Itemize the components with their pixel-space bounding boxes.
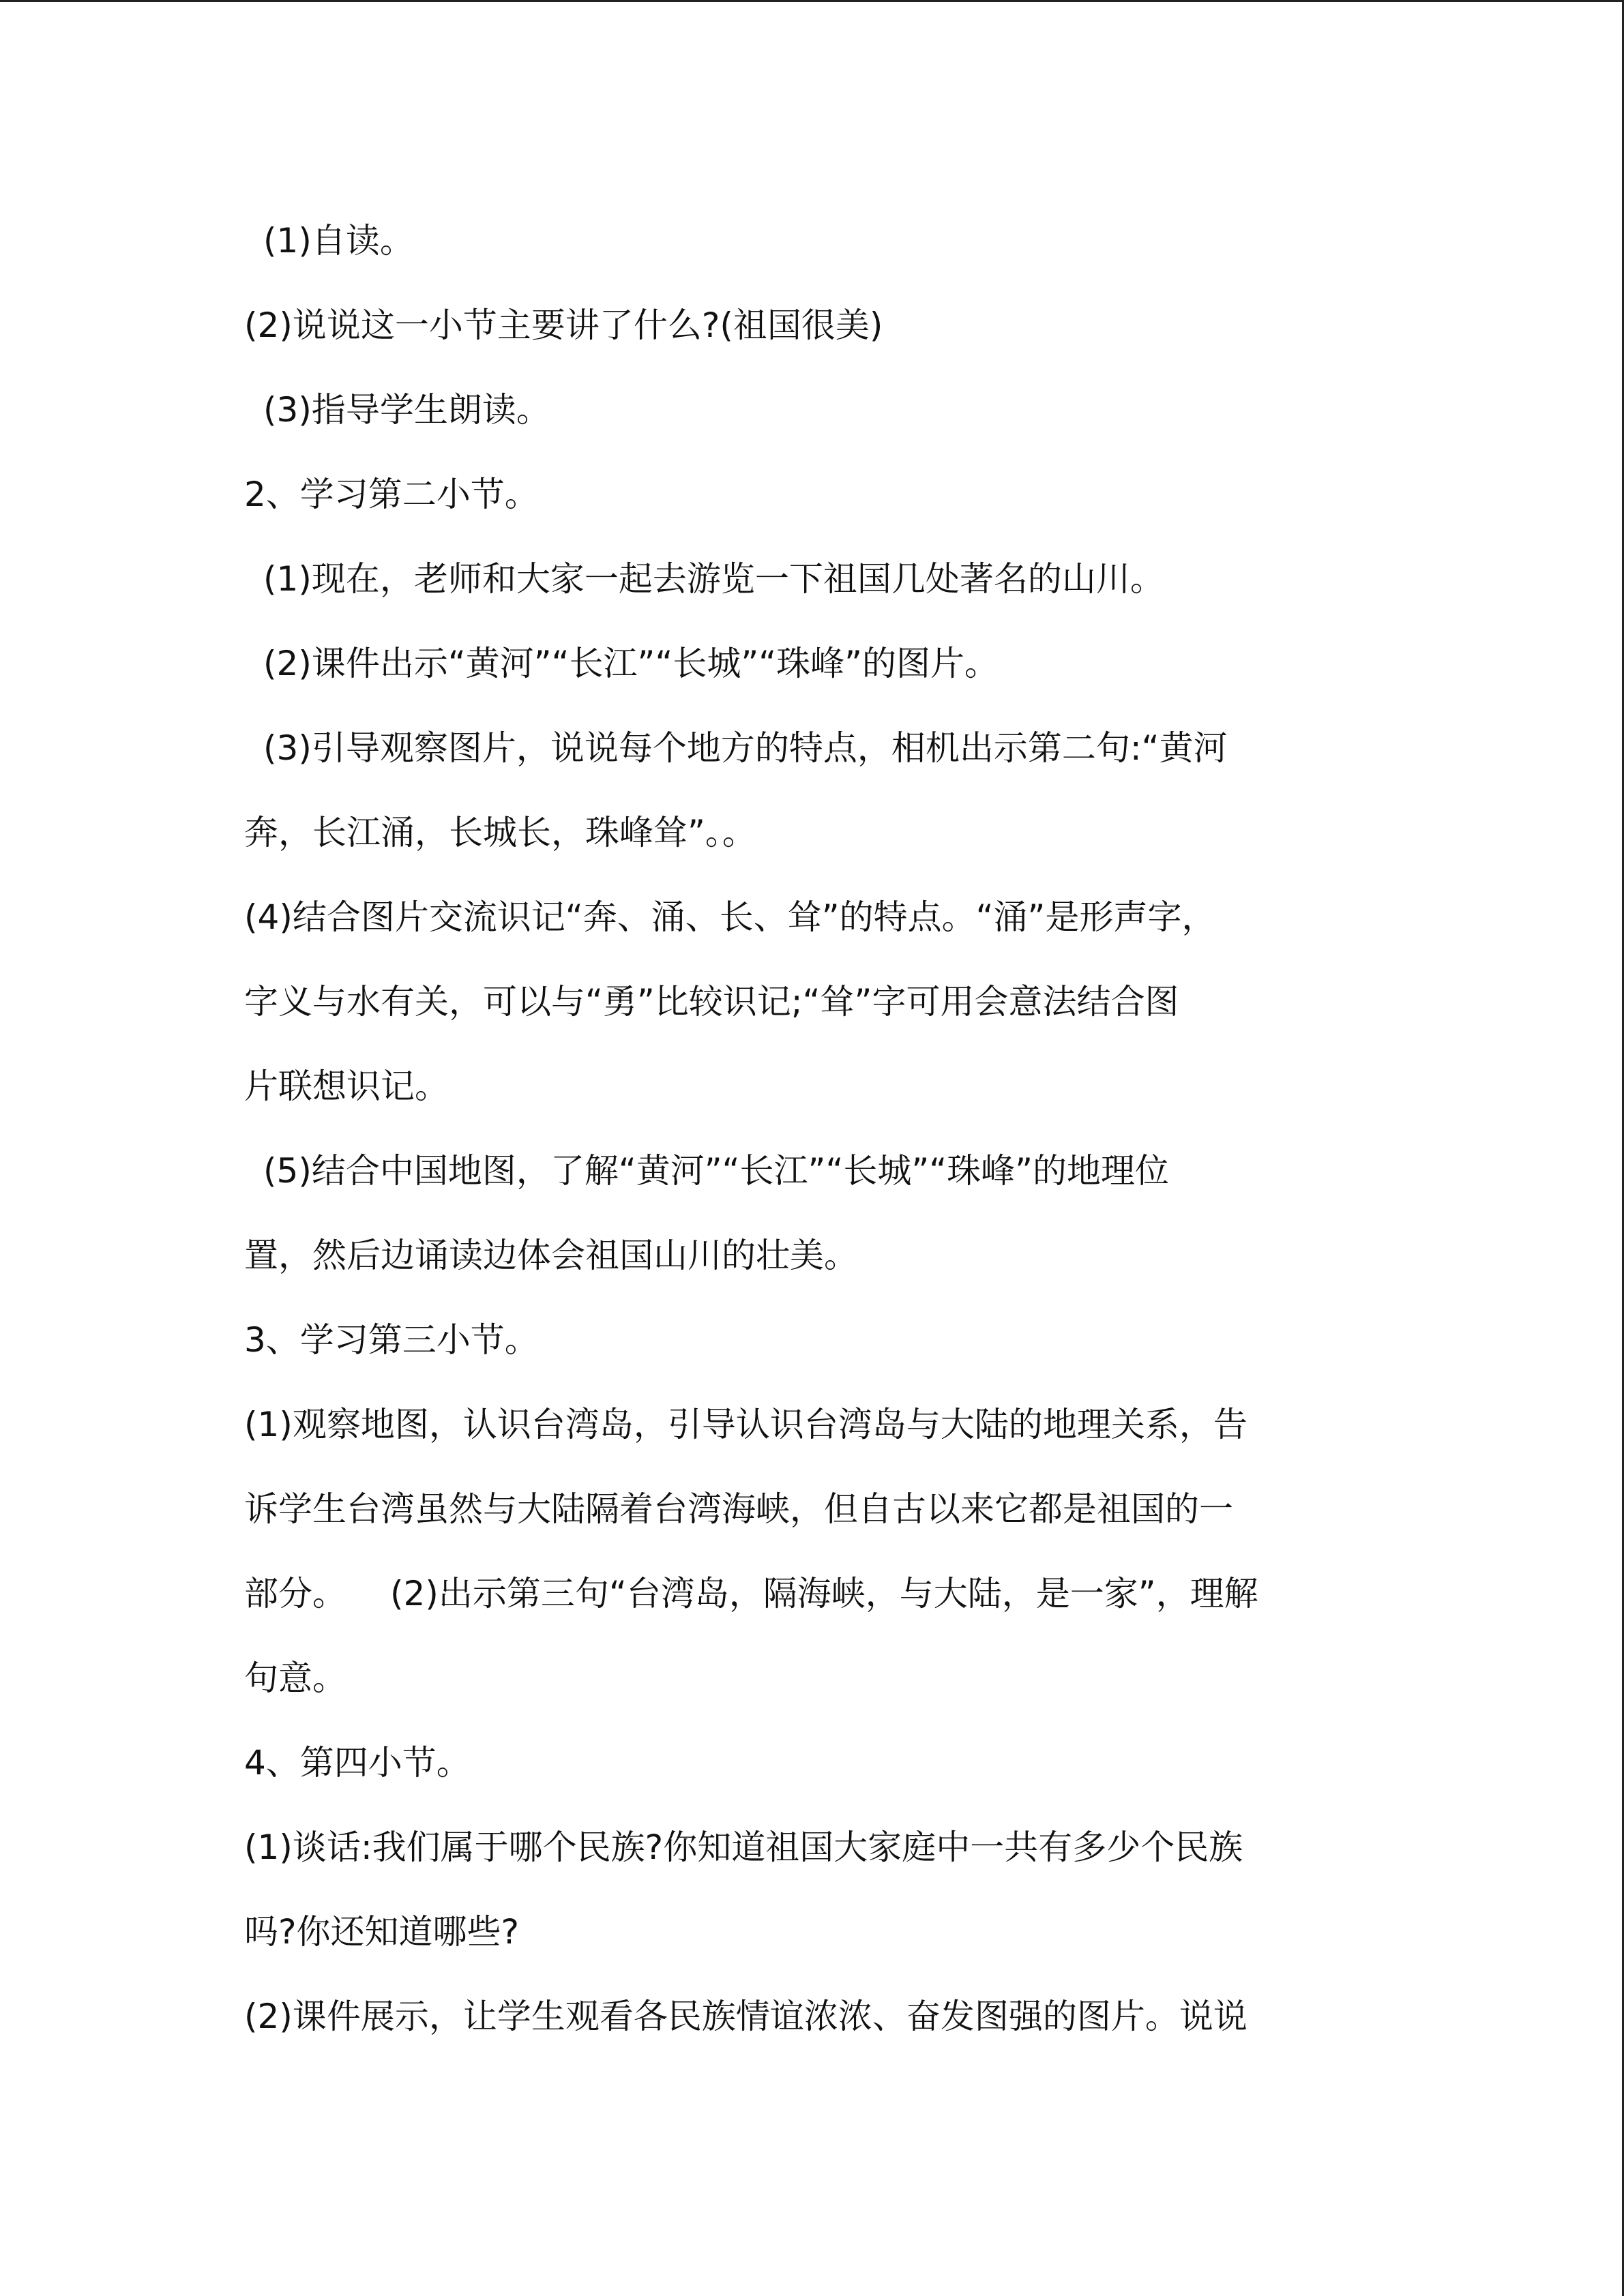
text-line: 片联想识记。 bbox=[244, 1067, 449, 1106]
text-line: (3)引导观察图片，说说每个地方的特点，相机出示第二句:“黄河 bbox=[263, 728, 1228, 768]
text-line: 句意。 bbox=[244, 1658, 346, 1698]
text-line: (1)观察地图，认识台湾岛，引导认识台湾岛与大陆的地理关系，告 bbox=[244, 1405, 1247, 1444]
text-segment: (2)出示第三句“台湾岛，隔海峡，与大陆，是一家”，理解 bbox=[390, 1574, 1258, 1613]
text-line: 4、第四小节。 bbox=[244, 1743, 471, 1783]
document-body bbox=[244, 198, 1390, 2059]
text-line: (1)自读。 bbox=[263, 221, 414, 260]
text-line: 诉学生台湾虽然与大陆隔着台湾海峡，但自古以来它都是祖国的一 bbox=[244, 1489, 1233, 1529]
text-line: 字义与水有关，可以与“勇”比较识记;“耸”字可用会意法结合图 bbox=[244, 982, 1179, 1022]
text-line: (1)现在，老师和大家一起去游览一下祖国几处著名的山川。 bbox=[263, 559, 1164, 599]
text-line: (1)谈话:我们属于哪个民族?你知道祖国大家庭中一共有多少个民族 bbox=[244, 1828, 1243, 1867]
text-line bbox=[244, 1551, 1390, 1636]
text-line: 置，然后边诵读边体会祖国山川的壮美。 bbox=[244, 1236, 858, 1275]
text-line: (2)课件展示，让学生观看各民族情谊浓浓、奋发图强的图片。说说 bbox=[244, 1997, 1247, 2036]
text-line: 3、学习第三小节。 bbox=[244, 1320, 539, 1360]
text-line: (2)课件出示“黄河”“长江”“长城”“珠峰”的图片。 bbox=[263, 644, 999, 683]
text-line: (5)结合中国地图，了解“黄河”“长江”“长城”“珠峰”的地理位 bbox=[263, 1151, 1170, 1191]
text-line: (2)说说这一小节主要讲了什么?(祖国很美) bbox=[244, 305, 883, 345]
text-line: (4)结合图片交流识记“奔、涌、长、耸”的特点。“涌”是形声字， bbox=[244, 897, 1216, 937]
text-segment: 部分。 bbox=[244, 1574, 346, 1613]
text-line: 2、学习第二小节。 bbox=[244, 475, 539, 514]
text-line: 吗?你还知道哪些? bbox=[244, 1912, 520, 1952]
text-line: (3)指导学生朗读。 bbox=[263, 390, 550, 430]
text-line: 奔，长江涌，长城长，珠峰耸”。。 bbox=[244, 813, 756, 852]
